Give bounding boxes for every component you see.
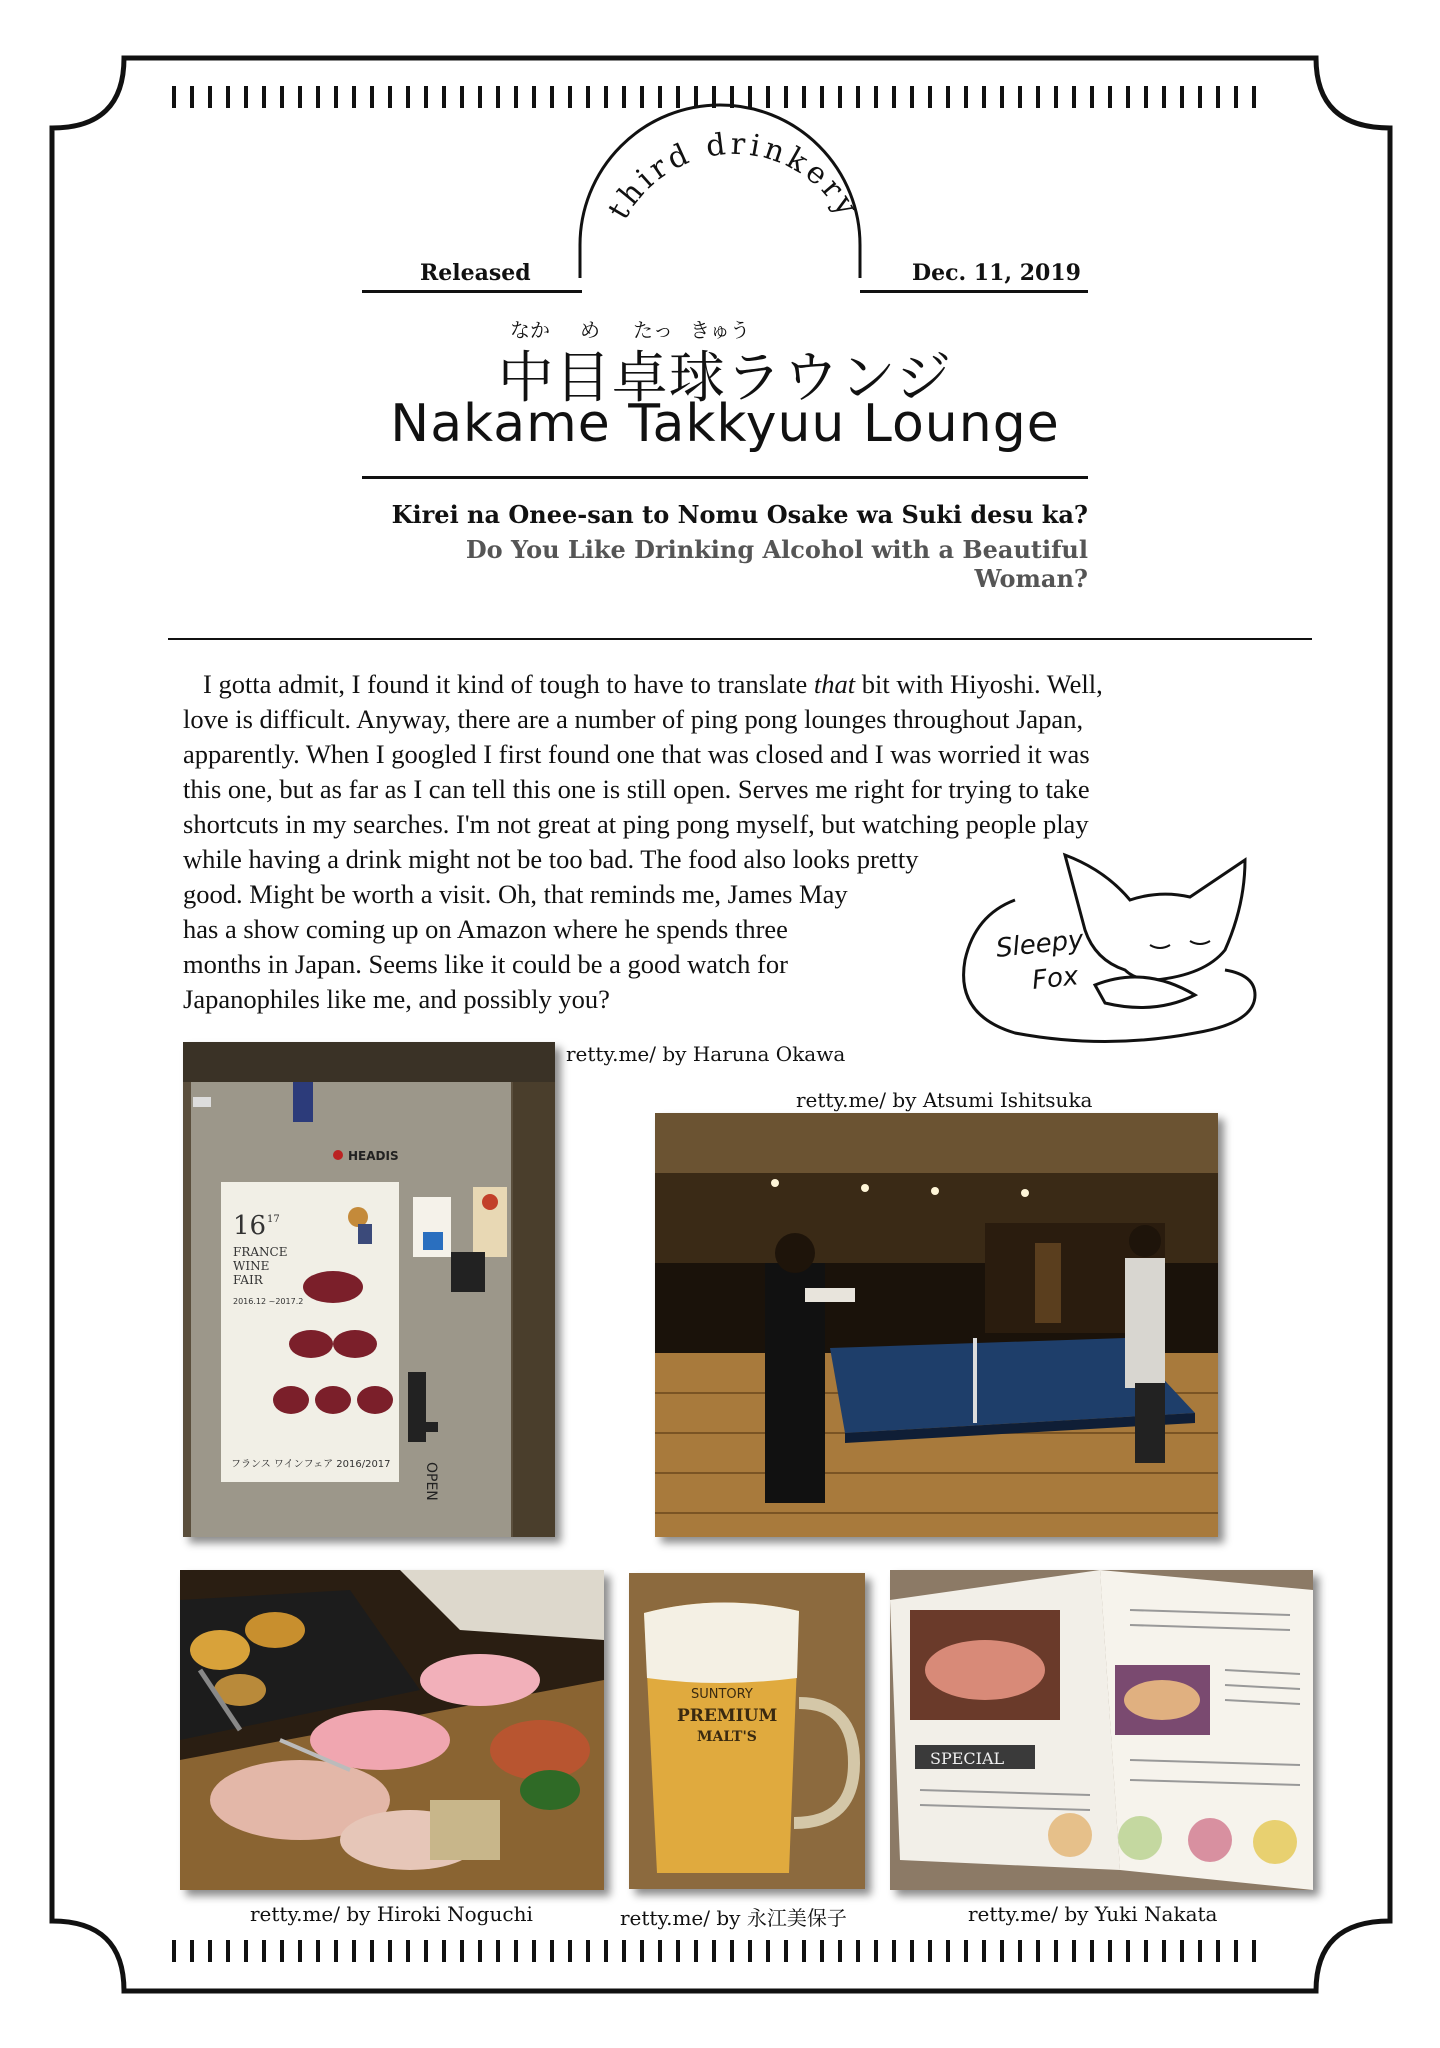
svg-text:2016.12 ~2017.2: 2016.12 ~2017.2: [233, 1297, 304, 1306]
article-line: apparently. When I googled I first found one that was closed and I was worried it was: [183, 739, 1090, 769]
title-english: Nakame Takkyuu Lounge: [390, 394, 1060, 454]
article-line: good. Might be worth a visit. Oh, that reminds me, James May: [183, 879, 848, 909]
sleepy-fox-illustration: [955, 845, 1275, 1050]
subtitle-romaji: Kirei na Onee-san to Nomu Osake wa Suki desu ka?: [391, 500, 1088, 529]
title-underline: [362, 476, 1088, 479]
svg-text:17: 17: [267, 1214, 280, 1225]
header-rule-right: [860, 290, 1088, 293]
release-date: Dec. 11, 2019: [912, 260, 1081, 286]
svg-text:FRANCE: FRANCE: [233, 1245, 288, 1259]
article-line: months in Japan. Seems like it could be a good watch for: [183, 949, 788, 979]
photo-door: [183, 1042, 555, 1537]
svg-text:FAIR: FAIR: [233, 1273, 263, 1287]
article-line: has a show coming up on Amazon where he spends three: [183, 914, 788, 944]
svg-text:MALT'S: MALT'S: [697, 1729, 757, 1745]
article-line: Japanophiles like me, and possibly you?: [183, 984, 610, 1014]
ruby-2: め: [580, 318, 600, 342]
photo-menu: [890, 1570, 1313, 1890]
ruby-1: なか: [510, 318, 550, 342]
article-line: while having a drink might not be too bad. The food also looks pretty: [183, 844, 919, 874]
mascot-label-2: Fox: [1030, 961, 1080, 996]
mascot-label-1: Sleepy: [994, 924, 1085, 964]
top-tick-border: [172, 86, 1268, 108]
photo-caption-food: retty.me/ by Hiroki Noguchi: [250, 1902, 533, 1926]
article-line: this one, but as far as I can tell this one is still open. Serves me right for trying to take: [183, 774, 1090, 804]
svg-text:OPEN: OPEN: [423, 1462, 439, 1501]
article-line: I gotta admit, I found it kind of tough to have to translate that bit with Hiyoshi. Well,: [203, 669, 1103, 699]
photo-caption-menu: retty.me/ by Yuki Nakata: [968, 1902, 1218, 1926]
article-line: shortcuts in my searches. I'm not great at ping pong myself, but watching people play: [183, 809, 1089, 839]
svg-text:SUNTORY: SUNTORY: [691, 1687, 753, 1702]
ruby-3: たっ: [633, 318, 673, 342]
svg-text:フランス ワインフェア 2016/2017: フランス ワインフェア 2016/2017: [231, 1459, 391, 1470]
arc-text: third drinkery: [601, 126, 867, 226]
released-label: Released: [420, 260, 531, 286]
subtitle-english: Do You Like Drinking Alcohol with a Beautiful Woman?: [465, 535, 1088, 593]
bottom-tick-border: [172, 1940, 1268, 1962]
svg-text:16: 16: [233, 1211, 267, 1241]
header-rule-left: [362, 290, 582, 293]
photo-caption-pingpong: retty.me/ by Atsumi Ishitsuka: [796, 1088, 1093, 1112]
svg-text:SPECIAL: SPECIAL: [930, 1749, 1005, 1768]
photo-beer: [629, 1573, 865, 1889]
section-divider: [168, 638, 1312, 640]
article-line: love is difficult. Anyway, there are a number of ping pong lounges throughout Japan,: [183, 704, 1084, 734]
title-japanese: 中目卓球ラウンジ: [497, 346, 953, 411]
photo-caption-beer: retty.me/ by 永江美保子: [620, 1906, 847, 1930]
photo-food: [180, 1570, 604, 1890]
svg-text:WINE: WINE: [233, 1259, 270, 1273]
svg-text:HEADIS: HEADIS: [348, 1149, 399, 1163]
ruby-4: きゅう: [690, 318, 750, 342]
photo-pingpong: [655, 1113, 1218, 1537]
svg-text:PREMIUM: PREMIUM: [677, 1706, 778, 1726]
photo-caption-door: retty.me/ by Haruna Okawa: [566, 1042, 846, 1066]
